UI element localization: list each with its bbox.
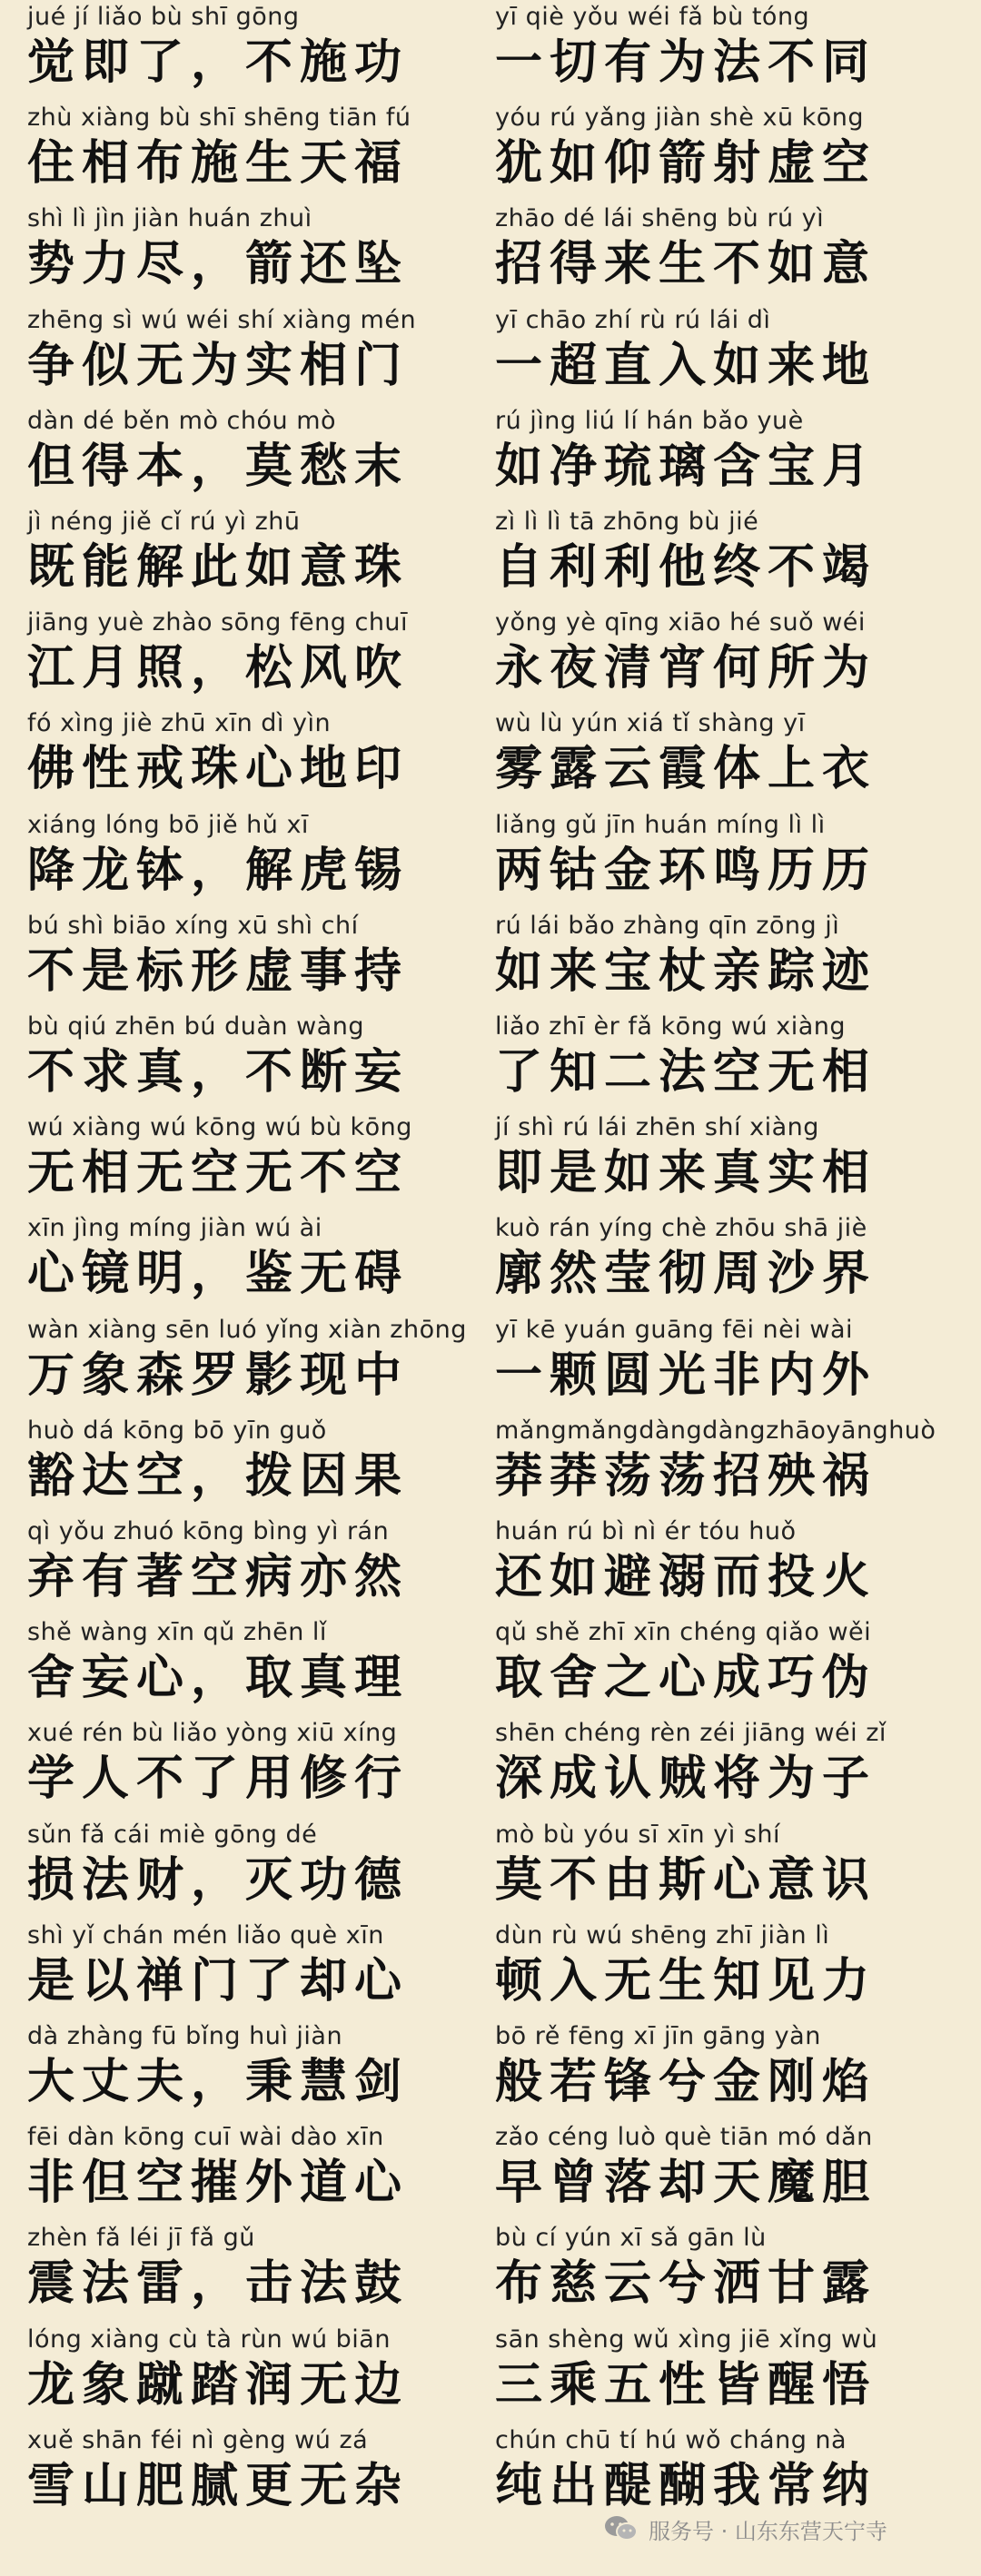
verse-row xyxy=(0,1211,981,1312)
pinyin-line: qǔ shě zhī xīn chéng qiǎo wěi xyxy=(495,1618,872,1647)
verse-row xyxy=(0,303,981,404)
verse-phrase-left xyxy=(27,1716,490,1817)
verse-phrase-right xyxy=(495,303,958,404)
verse-phrase-left xyxy=(27,1818,490,1919)
hanzi-line: 莫不由斯心意识 xyxy=(495,1852,877,1908)
hanzi-line: 犹如仰箭射虚空 xyxy=(495,136,877,192)
verse-phrase-left xyxy=(27,909,490,1010)
verse-phrase-right xyxy=(495,1818,958,1919)
pinyin-line: bù qiú zhēn bú duàn wàng xyxy=(27,1012,364,1041)
verse-phrase-left xyxy=(27,505,490,606)
verse-row xyxy=(0,1110,981,1211)
hanzi-line: 三乘五性皆醒悟 xyxy=(495,2357,877,2413)
verse-phrase-right xyxy=(495,1615,958,1716)
hanzi-line: 布慈云兮洒甘露 xyxy=(495,2256,877,2312)
hanzi-line: 不求真，不断妄 xyxy=(27,1045,410,1100)
hanzi-line: 一超直入如来地 xyxy=(495,338,877,393)
hanzi-line: 心镜明，鉴无碍 xyxy=(27,1247,410,1302)
hanzi-line: 住相布施生天福 xyxy=(27,136,410,192)
verse-phrase-left xyxy=(27,1313,490,1414)
verse-row xyxy=(0,505,981,606)
hanzi-line: 如来宝杖亲踪迹 xyxy=(495,943,877,999)
verse-row xyxy=(0,404,981,505)
pinyin-line: wàn xiàng sēn luó yǐng xiàn zhōng xyxy=(27,1315,467,1344)
verse-row xyxy=(0,2120,981,2221)
pinyin-line: liǎng gǔ jīn huán míng lì lì xyxy=(495,810,826,839)
verse-row xyxy=(0,1615,981,1716)
verse-phrase-right xyxy=(495,1414,958,1515)
pinyin-line: zì lì lì tā zhōng bù jié xyxy=(495,508,759,536)
pinyin-line: shēn chéng rèn zéi jiāng wéi zǐ xyxy=(495,1719,887,1748)
hanzi-line: 学人不了用修行 xyxy=(27,1752,410,1807)
verse-row xyxy=(0,1515,981,1615)
verse-phrase-right xyxy=(495,909,958,1010)
verse-phrase-left xyxy=(27,606,490,706)
verse-row xyxy=(0,0,981,101)
hanzi-line: 雪山肥腻更无杂 xyxy=(27,2458,410,2513)
verse-phrase-left xyxy=(27,202,490,302)
hanzi-line: 是以禅门了却心 xyxy=(27,1953,410,2008)
hanzi-line: 一颗圆光非内外 xyxy=(495,1347,877,1403)
hanzi-line: 莽莽荡荡招殃祸 xyxy=(495,1448,877,1504)
hanzi-line: 深成认贼将为子 xyxy=(495,1752,877,1807)
hanzi-line: 即是如来真实相 xyxy=(495,1146,877,1201)
verse-phrase-left xyxy=(27,808,490,909)
verse-phrase-right xyxy=(495,202,958,302)
pinyin-line: wù lù yún xiá tǐ shàng yī xyxy=(495,709,806,738)
footer-watermark xyxy=(603,2506,887,2551)
pinyin-line: shì lì jìn jiàn huán zhuì xyxy=(27,204,312,233)
pinyin-line: chún chū tí hú wǒ cháng nà xyxy=(495,2425,847,2454)
hanzi-line: 无相无空无不空 xyxy=(27,1146,410,1201)
hanzi-line: 佛性戒珠心地印 xyxy=(27,742,410,797)
pinyin-line: yī kē yuán guāng fēi nèi wài xyxy=(495,1315,853,1344)
verse-phrase-right xyxy=(495,1010,958,1110)
verse-phrase-right xyxy=(495,2323,958,2423)
pinyin-line: yī chāo zhí rù rú lái dì xyxy=(495,305,771,334)
verse-phrase-left xyxy=(27,1615,490,1716)
verse-row xyxy=(0,1716,981,1817)
hanzi-line: 损法财，灭功德 xyxy=(27,1852,410,1908)
verse-phrase-right xyxy=(495,2221,958,2322)
verse-row xyxy=(0,706,981,807)
hanzi-line: 万象森罗影现中 xyxy=(27,1347,410,1403)
pinyin-line: fó xìng jiè zhū xīn dì yìn xyxy=(27,709,332,738)
hanzi-line: 非但空摧外道心 xyxy=(27,2156,410,2211)
verse-phrase-left xyxy=(27,2221,490,2322)
pinyin-line: bù cí yún xī sǎ gān lù xyxy=(495,2224,767,2253)
pinyin-line: sān shèng wǔ xìng jiē xǐng wù xyxy=(495,2324,878,2354)
pinyin-line: jí shì rú lái zhēn shí xiàng xyxy=(495,1113,819,1142)
pinyin-line: zhēng sì wú wéi shí xiàng mén xyxy=(27,305,417,334)
verse-phrase-left xyxy=(27,706,490,807)
hanzi-line: 早曾落却天魔胆 xyxy=(495,2156,877,2211)
verse-row xyxy=(0,2221,981,2322)
pinyin-line: yóu rú yǎng jiàn shè xū kōng xyxy=(495,104,865,133)
pinyin-line: liǎo zhī èr fǎ kōng wú xiàng xyxy=(495,1012,846,1041)
pinyin-line: dà zhàng fū bǐng huì jiàn xyxy=(27,2022,343,2050)
verse-phrase-left xyxy=(27,2323,490,2423)
verse-row xyxy=(0,808,981,909)
hanzi-line: 顿入无生知见力 xyxy=(495,1953,877,2008)
hanzi-line: 降龙钵，解虎锡 xyxy=(27,843,410,898)
pinyin-line: jì néng jiě cǐ rú yì zhū xyxy=(27,508,301,536)
pinyin-line: jiāng yuè zhào sōng fēng chuī xyxy=(27,608,409,637)
footer-text: 服务号 · 山东东营天宁寺 xyxy=(649,2518,887,2544)
verse-phrase-left xyxy=(27,2423,490,2524)
hanzi-line: 弃有著空病亦然 xyxy=(27,1550,410,1604)
verse-phrase-left xyxy=(27,1010,490,1110)
pinyin-line: huò dá kōng bō yīn guǒ xyxy=(27,1416,327,1445)
verse-phrase-right xyxy=(495,2120,958,2221)
verse-phrase-right xyxy=(495,1211,958,1312)
pinyin-line: mǎngmǎngdàngdàngzhāoyānghuò xyxy=(495,1416,936,1445)
verse-row xyxy=(0,2323,981,2423)
pinyin-line: zhāo dé lái shēng bù rú yì xyxy=(495,204,825,233)
verse-phrase-right xyxy=(495,1110,958,1211)
hanzi-line: 永夜清宵何所为 xyxy=(495,641,877,696)
verse-phrase-left xyxy=(27,0,490,101)
pinyin-line: shì yǐ chán mén liǎo què xīn xyxy=(27,1920,384,1949)
verse-phrase-left xyxy=(27,1515,490,1615)
pinyin-line: zǎo céng luò què tiān mó dǎn xyxy=(495,2123,873,2152)
hanzi-line: 争似无为实相门 xyxy=(27,338,410,393)
pinyin-line: fēi dàn kōng cuī wài dào xīn xyxy=(27,2123,384,2152)
hanzi-line: 势力尽，箭还坠 xyxy=(27,237,410,292)
pinyin-line: xuě shān féi nì gèng wú zá xyxy=(27,2425,369,2454)
pinyin-line: kuò rán yíng chè zhōu shā jiè xyxy=(495,1214,867,1243)
pinyin-line: qì yǒu zhuó kōng bìng yì rán xyxy=(27,1517,390,1545)
verse-phrase-right xyxy=(495,1716,958,1817)
hanzi-line: 既能解此如意珠 xyxy=(27,540,410,595)
hanzi-line: 觉即了，不施功 xyxy=(27,35,410,90)
verse-phrase-right xyxy=(495,0,958,101)
hanzi-line: 还如避溺而投火 xyxy=(495,1550,877,1604)
verse-phrase-left xyxy=(27,1211,490,1312)
pinyin-line: jué jí liǎo bù shī gōng xyxy=(27,3,300,31)
verse-phrase-left xyxy=(27,101,490,202)
verse-phrase-right xyxy=(495,505,958,606)
pinyin-line: dàn dé běn mò chóu mò xyxy=(27,406,337,435)
pinyin-line: wú xiàng wú kōng wú bù kōng xyxy=(27,1113,412,1142)
pinyin-line: bō rě fēng xī jīn gāng yàn xyxy=(495,2022,821,2050)
hanzi-line: 取舍之心成巧伪 xyxy=(495,1651,877,1706)
verse-phrase-left xyxy=(27,1414,490,1515)
pinyin-line: bú shì biāo xíng xū shì chí xyxy=(27,911,359,940)
hanzi-line: 震法雷，击法鼓 xyxy=(27,2256,410,2312)
verse-phrase-right xyxy=(495,2019,958,2120)
pinyin-line: xiáng lóng bō jiě hǔ xī xyxy=(27,810,309,839)
verse-row xyxy=(0,1414,981,1515)
verse-phrase-left xyxy=(27,1110,490,1211)
hanzi-line: 了知二法空无相 xyxy=(495,1045,877,1100)
pinyin-line: shě wàng xīn qǔ zhēn lǐ xyxy=(27,1618,327,1647)
hanzi-line: 如净琉璃含宝月 xyxy=(495,439,877,494)
verse-phrase-right xyxy=(495,706,958,807)
hanzi-line: 舍妄心，取真理 xyxy=(27,1651,410,1706)
pinyin-line: sǔn fǎ cái miè gōng dé xyxy=(27,1820,318,1849)
verse-phrase-right xyxy=(495,1515,958,1615)
verse-phrase-left xyxy=(27,404,490,505)
hanzi-line: 招得来生不如意 xyxy=(495,237,877,292)
verse-phrase-right xyxy=(495,606,958,706)
hanzi-line: 大丈夫，秉慧剑 xyxy=(27,2055,410,2109)
hanzi-line: 自利利他终不竭 xyxy=(495,540,877,595)
hanzi-line: 但得本，莫愁末 xyxy=(27,439,410,494)
pinyin-line: mò bù yóu sī xīn yì shí xyxy=(495,1820,780,1849)
verse-phrase-right xyxy=(495,1919,958,2019)
hanzi-line: 豁达空，拨因果 xyxy=(27,1448,410,1504)
pinyin-line: zhèn fǎ léi jī fǎ gǔ xyxy=(27,2224,255,2253)
verse-row xyxy=(0,1313,981,1414)
verse-phrase-right xyxy=(495,101,958,202)
wechat-icon xyxy=(603,2514,639,2543)
verse-row xyxy=(0,909,981,1010)
verse-phrase-right xyxy=(495,404,958,505)
hanzi-line: 纯出醍醐我常纳 xyxy=(495,2458,877,2513)
verse-phrase-right xyxy=(495,1313,958,1414)
pinyin-line: xué rén bù liǎo yòng xiū xíng xyxy=(27,1719,398,1748)
verse-row xyxy=(0,1919,981,2019)
verse-row xyxy=(0,606,981,706)
pinyin-line: huán rú bì nì ér tóu huǒ xyxy=(495,1517,797,1545)
pinyin-line: yī qiè yǒu wéi fǎ bù tóng xyxy=(495,3,810,31)
verse-row xyxy=(0,2019,981,2120)
verse-phrase-left xyxy=(27,303,490,404)
hanzi-line: 不是标形虚事持 xyxy=(27,943,410,999)
hanzi-line: 龙象蹴踏润无边 xyxy=(27,2357,410,2413)
verse-row xyxy=(0,1010,981,1110)
verse-phrase-right xyxy=(495,808,958,909)
hanzi-line: 江月照，松风吹 xyxy=(27,641,410,696)
hanzi-line: 一切有为法不同 xyxy=(495,35,877,90)
pinyin-line: lóng xiàng cù tà rùn wú biān xyxy=(27,2324,391,2354)
hanzi-line: 雾露云霞体上衣 xyxy=(495,742,877,797)
hanzi-line: 般若锋兮金刚焰 xyxy=(495,2055,877,2109)
verse-row xyxy=(0,202,981,302)
verse-phrase-left xyxy=(27,2019,490,2120)
pinyin-line: zhù xiàng bù shī shēng tiān fú xyxy=(27,104,411,133)
hanzi-line: 廓然莹彻周沙界 xyxy=(495,1247,877,1302)
pinyin-line: rú jìng liú lí hán bǎo yuè xyxy=(495,406,804,435)
pinyin-line: dùn rù wú shēng zhī jiàn lì xyxy=(495,1920,830,1949)
verse-row xyxy=(0,1818,981,1919)
verse-phrase-left xyxy=(27,1919,490,2019)
pinyin-line: yǒng yè qīng xiāo hé suǒ wéi xyxy=(495,608,866,637)
verse-row xyxy=(0,101,981,202)
hanzi-line: 两钴金环鸣历历 xyxy=(495,843,877,898)
pinyin-line: rú lái bǎo zhàng qīn zōng jì xyxy=(495,911,840,940)
verse-phrase-left xyxy=(27,2120,490,2221)
pinyin-line: xīn jìng míng jiàn wú ài xyxy=(27,1214,322,1243)
